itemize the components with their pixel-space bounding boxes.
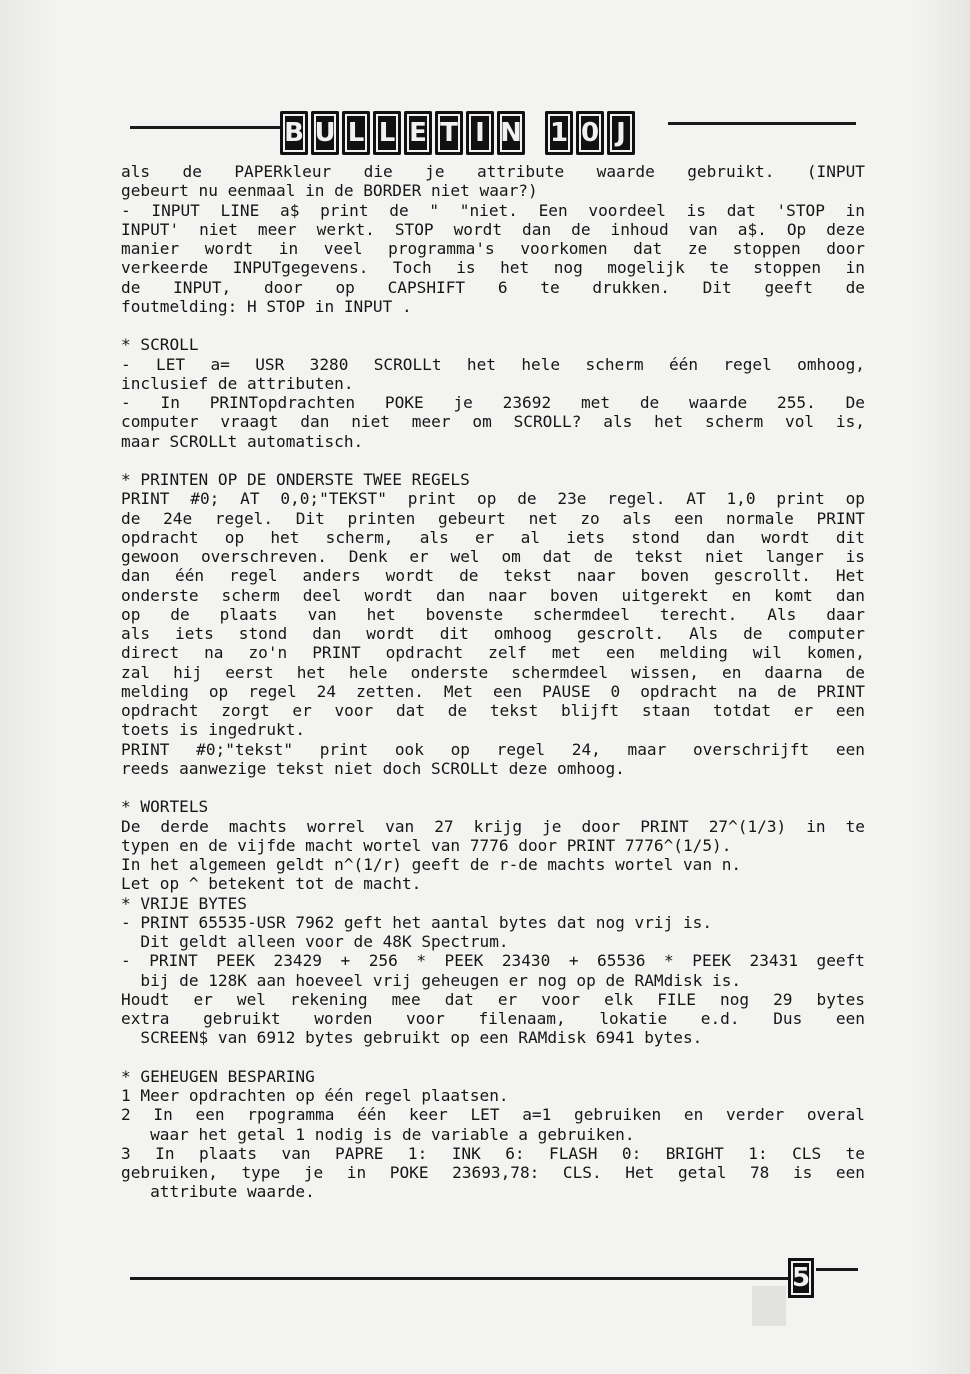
text-line: SCREEN$ van 6912 bytes gebruikt op een RAMdisk 6941 bytes. (121, 1028, 703, 1048)
article-body (121, 162, 865, 1202)
text-line: zal hij eerst het hele onderste schermdeel wissen, en daarna de (121, 662, 865, 682)
masthead-letter: I (466, 111, 494, 155)
text-line: opdracht zorgt er voor dat de tekst blijft staan totdat er een (121, 701, 865, 720)
text-line: extra gebruikt worden voor filenaam, lokatie e.d. Dus een (121, 1009, 865, 1028)
text-line: computer vraagt dan niet meer om SCROLL? als het scherm vol is, (121, 412, 865, 432)
text-line: manier wordt in veel programma's voorkomen dat ze stoppen door (121, 239, 865, 258)
text-line: PRINT #0; AT 0,0;"TEKST" print op de 23e regel. AT 1,0 print op (121, 489, 865, 509)
text-line: PRINT #0;"tekst" print ook op regel 24, maar overschrijft een (121, 739, 865, 759)
text-line: Houdt er wel rekening mee dat er voor elk FILE nog 29 bytes (121, 989, 865, 1009)
text-line: gewoon overschreven. Denk er wel om dat de tekst niet langer is (121, 547, 865, 566)
text-line: Let op ^ betekent tot de macht. (121, 874, 422, 894)
text-line: toets is ingedrukt. (121, 720, 306, 740)
text-line: Dit geldt alleen voor de 48K Spectrum. (121, 932, 509, 951)
header-rule-left (130, 126, 280, 129)
masthead-letter: T (435, 111, 463, 155)
text-line: * WORTELS (121, 797, 209, 817)
header-rule-right (668, 122, 856, 125)
text-line (121, 778, 865, 797)
text-line: - PRINT 65535-USR 7962 geft het aantal bytes dat nog vrij is. (121, 912, 713, 932)
masthead-gap (528, 111, 542, 155)
text-line: De derde machts worrel van 27 krijg je door PRINT 27^(1/3) in te (121, 816, 865, 836)
masthead-letter: U (311, 111, 339, 155)
masthead-letter: B (280, 111, 308, 155)
text-line: als de PAPERkleur die je attribute waarde gebruikt. (INPUT (121, 162, 865, 181)
masthead-letter: L (373, 111, 401, 155)
text-line: de INPUT, door op CAPSHIFT 6 te drukken. Dit geeft de (121, 277, 865, 297)
text-line: * PRINTEN OP DE ONDERSTE TWEE REGELS (121, 470, 470, 489)
masthead-issue-letter: J (607, 111, 635, 155)
text-line: - LET a= USR 3280 SCROLLt het hele scherm één regel omhoog, (121, 354, 865, 374)
text-line: als iets stond dan wordt dit omhoog gescrolt. Als de computer (121, 624, 865, 643)
text-line: dan één regel anders wordt de tekst naar boven gescrollt. Het (121, 566, 865, 586)
text-line: reeds aanwezige tekst niet doch SCROLLt deze omhoog. (121, 758, 625, 778)
text-line: verkeerde INPUTgegevens. Toch is het nog mogelijk te stoppen in (121, 258, 865, 278)
text-line: typen en de vijfde macht wortel van 7776 door PRINT 7776^(1/5). (121, 835, 732, 855)
footer-rule (130, 1277, 788, 1280)
text-line: waar het getal 1 nodig is de variable a gebruiken. (121, 1124, 635, 1144)
text-line: gebeurt nu eenmaal in de BORDER niet waar?) (121, 181, 538, 201)
masthead-letter: L (342, 111, 370, 155)
text-line: direct na zo'n PRINT opdracht zelf met een melding wil komen, (121, 643, 865, 663)
text-line: INPUT' niet meer werkt. STOP wordt dan de inhoud van a$. Op deze (121, 219, 865, 239)
text-line (121, 1048, 865, 1067)
masthead-letter: N (497, 111, 525, 155)
text-line: bij de 128K aan hoeveel vrij geheugen er nog op de RAMdisk is. (121, 970, 742, 990)
masthead-issue-letter: 1 (545, 111, 573, 155)
text-line (121, 316, 865, 335)
page-number: 5 (788, 1258, 814, 1298)
masthead-logo (280, 111, 635, 159)
masthead-letter: E (404, 111, 432, 155)
text-line: * SCROLL (121, 335, 199, 355)
text-line: foutmelding: H STOP in INPUT . (121, 296, 412, 316)
text-line: de 24e regel. Dit printen gebeurt net zo als een normale PRINT (121, 508, 865, 528)
footer-shadow (752, 1286, 786, 1326)
text-line: In het algemeen geldt n^(1/r) geeft de r-de machts wortel van n. (121, 855, 742, 874)
masthead-issue-letter: 0 (576, 111, 604, 155)
text-line: inclusief de attributen. (121, 373, 354, 393)
text-line: - INPUT LINE a$ print de " "niet. Een voordeel is dat 'STOP in (121, 200, 865, 220)
text-line: maar SCROLLt automatisch. (121, 431, 364, 451)
text-line: 2 In een rpogramma één keer LET a=1 gebruiken en verder overal (121, 1105, 865, 1125)
text-line: opdracht op het scherm, als er al iets stond dan wordt dit (121, 527, 865, 547)
text-line: attribute waarde. (121, 1182, 315, 1202)
footer-rule-right (816, 1268, 858, 1271)
text-line: * VRIJE BYTES (121, 893, 247, 913)
text-line: onderste scherm deel wordt dan naar boven uitgerekt en komt dan (121, 585, 865, 605)
text-line: - PRINT PEEK 23429 + 256 * PEEK 23430 + 65536 * PEEK 23431 geeft (121, 951, 865, 971)
text-line: 1 Meer opdrachten op één regel plaatsen. (121, 1086, 509, 1105)
text-line (121, 451, 865, 470)
text-line: op de plaats van het bovenste schermdeel terecht. Als daar (121, 604, 865, 624)
text-line: gebruiken, type je in POKE 23693,78: CLS. Het getal 78 is een (121, 1163, 865, 1182)
text-line: melding op regel 24 zetten. Met een PAUSE 0 opdracht na de PRINT (121, 681, 865, 701)
text-line: * GEHEUGEN BESPARING (121, 1066, 315, 1086)
text-line: 3 In plaats van PAPRE 1: INK 6: FLASH 0: BRIGHT 1: CLS te (121, 1143, 865, 1163)
text-line: - In PRINTopdrachten POKE je 23692 met de waarde 255. De (121, 393, 865, 412)
